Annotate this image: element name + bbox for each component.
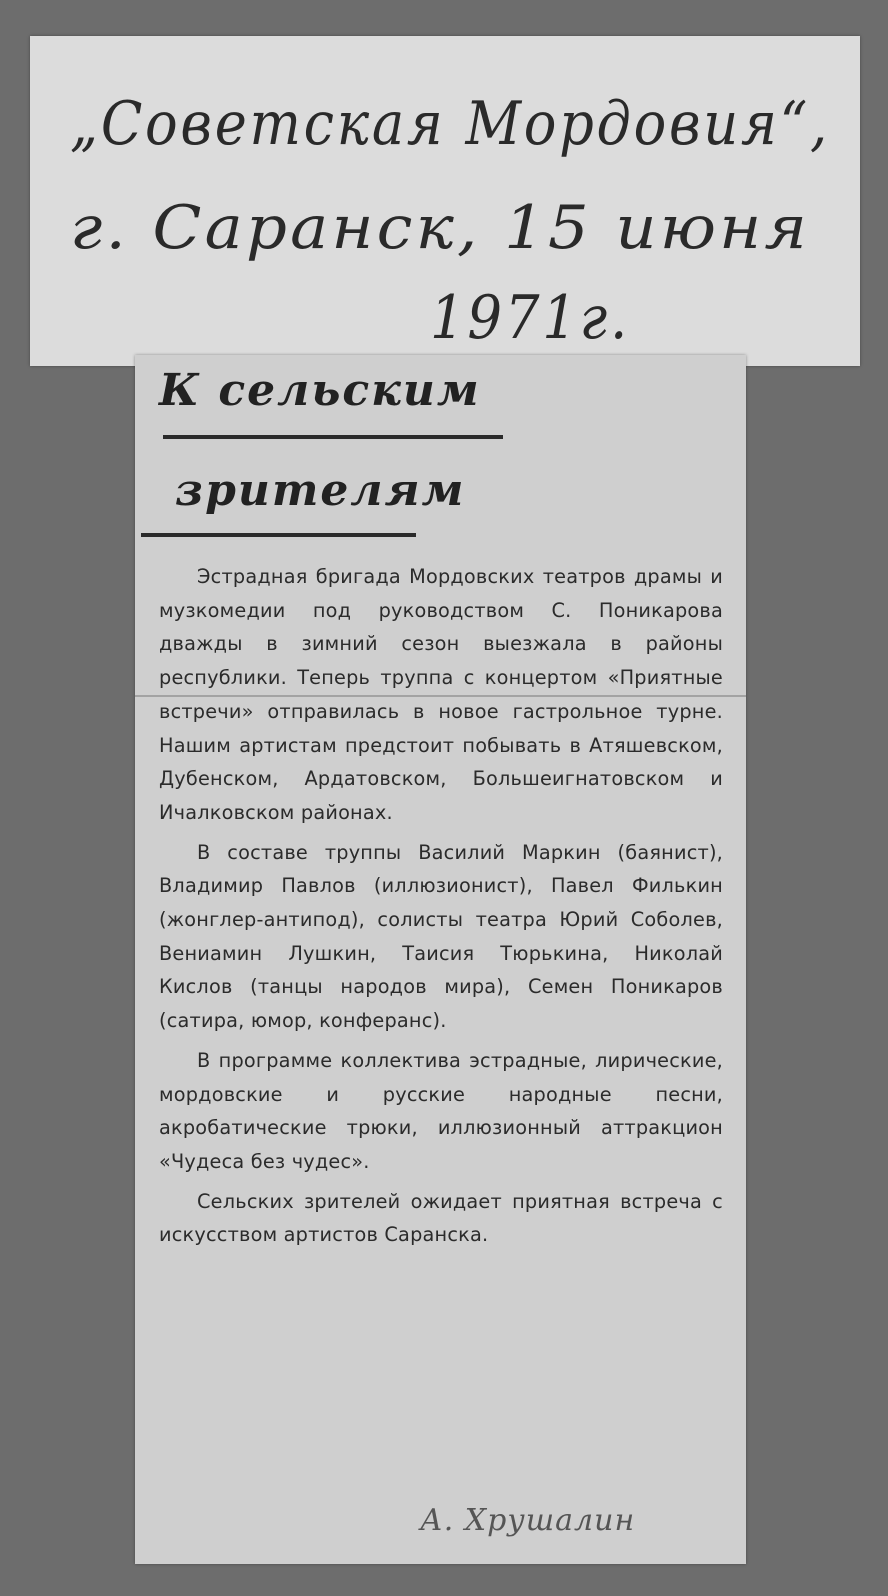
article-paragraph-1: Эстрадная бригада Мордовских театров драмы и музкомедии под руководством С. Поникарова дважды в зимний сезон выезжала в районы республики. Теперь труппа с концертом «Приятные встречи» отправилась в новое гастрольное турне. Нашим артистам предстоит побывать в Атяшевском, Дубенском, Ардатовском, Большеигнатовском и Ичалковском районах.: [159, 565, 723, 824]
article-body: [159, 560, 723, 1252]
label-line-newspaper: „Советская Мордовия“,: [70, 89, 830, 159]
headline-line-1: К сельским: [159, 365, 481, 416]
newspaper-clipping: [135, 355, 746, 1564]
headline-rule-bottom: [141, 533, 416, 537]
article-paragraph-2: В составе труппы Василий Маркин (баянист), Владимир Павлов (иллюзионист), Павел Филькин (жонглер-антипод), солисты театра Юрий Соболев, Вениамин Лушкин, Таисия Тюрькина, Николай Кислов (танцы народов мира), Семен Поникаров (сатира, юмор, конферанс).: [159, 840, 723, 1033]
handwritten-label-text: [30, 36, 860, 366]
label-line-city-date: г. Саранск, 15 июня: [70, 193, 810, 263]
author-signature: А. Хрушалин: [420, 1503, 636, 1538]
article-paragraph-3: В программе коллектива эстрадные, лирические, мордовские и русские народные песни, акробатические трюки, иллюзионный аттракцион «Чудеса без чудес».: [159, 1048, 723, 1173]
headline-line-2: зрителям: [175, 465, 466, 516]
headline-rule-top: [163, 435, 503, 439]
label-line-year: 1971г.: [430, 283, 630, 353]
article-paragraph-4: Сельских зрителей ожидает приятная встреча с искусством артистов Саранска.: [159, 1189, 723, 1247]
handwritten-source-label: [30, 36, 860, 366]
